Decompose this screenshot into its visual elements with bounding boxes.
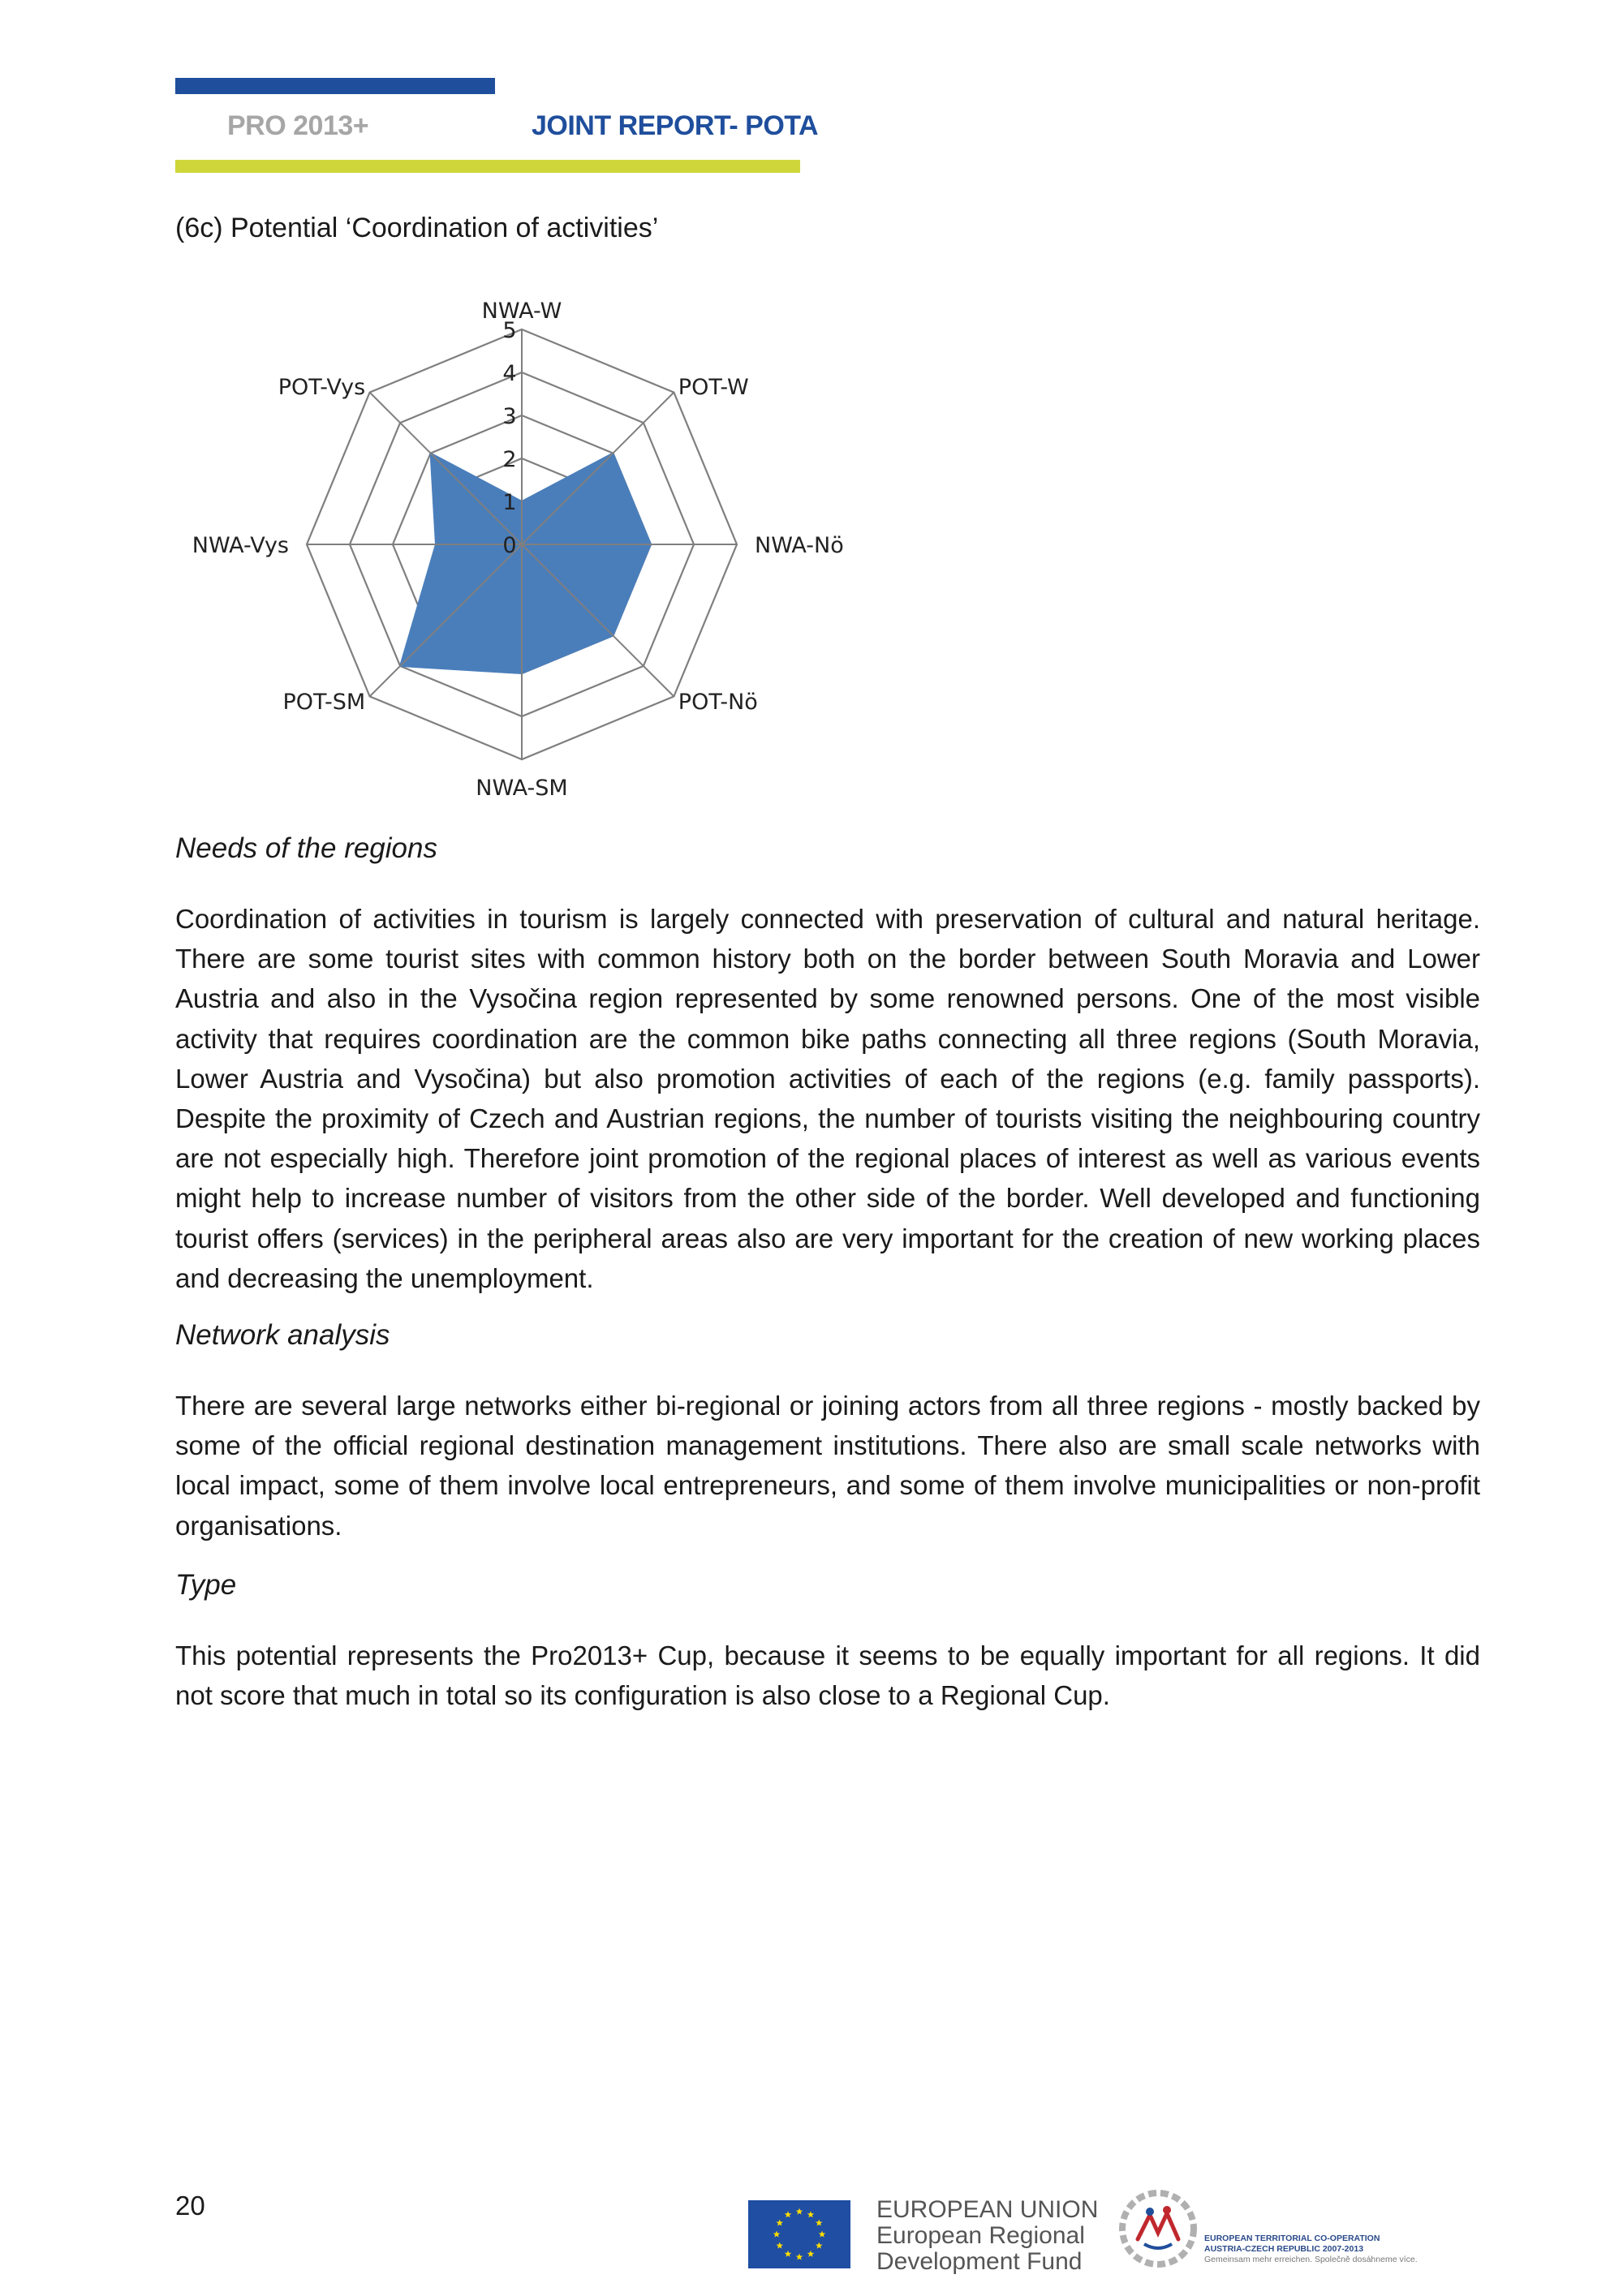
- radar-tick-label: 5: [502, 318, 517, 343]
- radar-tick-label: 3: [502, 404, 517, 429]
- eu-flag-icon: [748, 2200, 850, 2268]
- page-number: 20: [175, 2191, 205, 2221]
- cz-at-cooperation-logo-icon: [1113, 2184, 1203, 2273]
- radar-chart: [162, 276, 893, 811]
- radar-category-label: POT-SM: [282, 689, 366, 715]
- radar-tick-label: 4: [502, 361, 517, 386]
- eu-star-icon: [807, 2251, 815, 2257]
- eu-star-icon: [796, 2254, 803, 2260]
- radar-tick-label: 0: [502, 533, 517, 558]
- etc-line-3: Gemeinsam mehr erreichen. Společně dosáhneme více.: [1204, 2255, 1418, 2264]
- eu-fund-label: [876, 2197, 1098, 2275]
- eu-star-icon: [785, 2251, 792, 2257]
- etc-line-1: EUROPEAN TERRITORIAL CO-OPERATION: [1204, 2234, 1380, 2243]
- section-body-needs: Coordination of activities in tourism is largely connected with preservation of cultural and natural heritage. There are some tourist sites with common history both on the border between South Moravia and Lower Austria and also in the Vysočina region represented by some renowned persons. One of the most visible activity that requires coordination are the common bike paths connecting all three regions (South Moravia, Lower Austria and Vysočina) but also promotion activities of each of the regions (e.g. family passports). Despite the proximity of Czech and Austrian regions, the number of tourists visiting the neighbouring country are not especially high. Therefore joint promotion of the regional places of interest as well as various events might help to increase number of visitors from the other side of the border. Well developed and functioning tourist offers (services) in the peripheral areas also are very important for the creation of new working places and decreasing the unemployment.: [175, 904, 1480, 1293]
- header-project-title: PRO 2013+: [227, 110, 369, 141]
- header-report-title: JOINT REPORT- POTA: [532, 110, 819, 141]
- section-body-network: There are several large networks either bi-regional or joining actors from all three regions - mostly backed by some of the official regional destination management institutions. There also are small scale networks with local impact, some of them involve local entrepreneurs, and some of them involve municipalities or non-profit organisations.: [175, 1391, 1480, 1541]
- etc-line-2: AUSTRIA-CZECH REPUBLIC 2007-2013: [1204, 2244, 1364, 2254]
- figure-caption: (6c) Potential ‘Coordination of activities’: [175, 213, 659, 243]
- eu-star-icon: [807, 2211, 815, 2217]
- radar-category-label: POT-W: [678, 375, 749, 401]
- eu-star-icon: [785, 2211, 792, 2217]
- eu-line-1: EUROPEAN UNION: [876, 2196, 1099, 2223]
- eu-star-icon: [796, 2208, 803, 2215]
- eu-star-icon: [776, 2242, 783, 2249]
- radar-spokes: [307, 329, 737, 759]
- radar-series-area: [400, 454, 651, 673]
- radar-category-label: POT-Vys: [278, 375, 366, 401]
- radar-category-label: NWA-W: [481, 299, 562, 324]
- radar-tick-label: 2: [502, 447, 517, 472]
- radar-category-label: NWA-SM: [476, 776, 568, 801]
- section-heading-needs: Needs of the regions: [175, 832, 437, 864]
- eu-star-icon: [816, 2242, 823, 2249]
- section-heading-type: Type: [175, 1569, 237, 1601]
- section-body-type: This potential represents the Pro2013+ Cup, because it seems to be equally important for all regions. It did not score that much in total so its configuration is also close to a Regional Cup.: [175, 1640, 1480, 1711]
- radar-category-label: NWA-Vys: [192, 533, 289, 558]
- eu-star-icon: [816, 2220, 823, 2226]
- radar-tick-label: 1: [502, 490, 517, 515]
- radar-category-label: NWA-Nö: [755, 533, 844, 558]
- header-blue-bar: [175, 78, 495, 94]
- eu-star-icon: [819, 2231, 826, 2238]
- eu-star-icon: [773, 2231, 781, 2238]
- eu-line-3: Development Fund: [876, 2248, 1083, 2275]
- etc-programme-label: [1204, 2234, 1418, 2265]
- eu-star-icon: [776, 2220, 783, 2226]
- eu-line-2: European Regional: [876, 2222, 1085, 2249]
- header-lime-bar: [175, 160, 800, 173]
- section-heading-network: Network analysis: [175, 1319, 390, 1351]
- radar-series: [400, 454, 651, 673]
- radar-category-label: POT-Nö: [678, 689, 758, 715]
